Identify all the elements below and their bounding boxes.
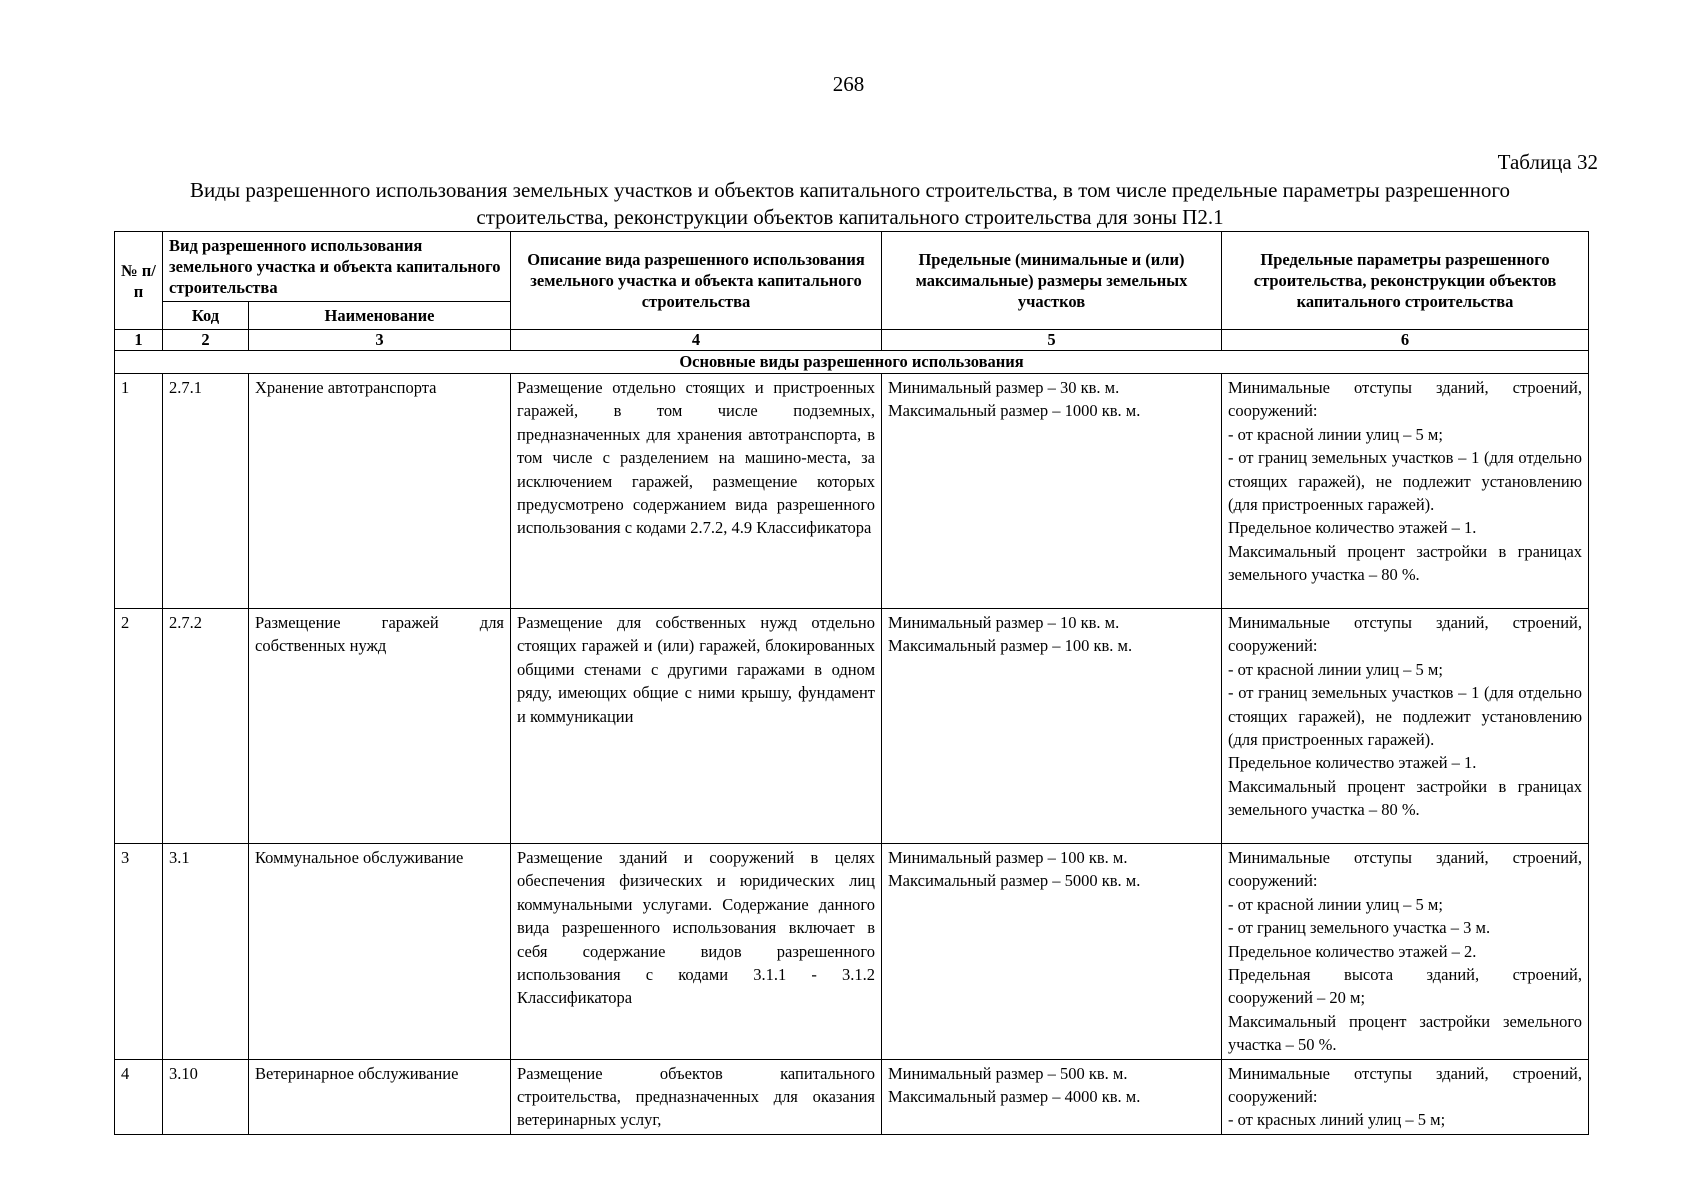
max-size: Максимальный размер – 1000 кв. м. xyxy=(888,401,1141,421)
section-title: Основные виды разрешенного использования xyxy=(115,351,1589,374)
min-size: Минимальный размер – 10 кв. м. xyxy=(888,613,1120,632)
row-num: 2 xyxy=(115,609,163,844)
param-line: Максимальный процент застройки в границах земельного участка – 80 %. xyxy=(1228,541,1583,585)
page-number: 268 xyxy=(832,72,865,96)
column-number: 3 xyxy=(249,330,511,351)
header-name: Наименование xyxy=(249,302,511,330)
header-sizes: Предельные (минимальные и (или) максимальные) размеры земельных участков xyxy=(882,232,1222,330)
param-line: Максимальный процент застройки земельного участка – 50 %. xyxy=(1228,1011,1583,1055)
column-number: 1 xyxy=(115,330,163,351)
table-row xyxy=(115,1059,1589,1134)
param-line: - от красной линии улиц – 5 м; xyxy=(1228,424,1443,444)
table-row xyxy=(115,374,1589,609)
row-params xyxy=(1222,844,1589,1060)
param-line: Минимальные отступы зданий, строений, сооружений: xyxy=(1228,1063,1583,1107)
row-name: Хранение автотранспорта xyxy=(249,374,511,609)
min-size: Минимальный размер – 500 кв. м. xyxy=(888,1063,1128,1083)
min-size: Минимальный размер – 30 кв. м. xyxy=(888,378,1120,397)
row-name: Ветеринарное обслуживание xyxy=(249,1059,511,1134)
table-row xyxy=(115,844,1589,1060)
param-line: Предельное количество этажей – 1. xyxy=(1228,753,1477,773)
row-num: 1 xyxy=(115,374,163,609)
param-line: Максимальный процент застройки в границах земельного участка – 80 %. xyxy=(1228,776,1583,820)
table-label: Таблица 32 xyxy=(1497,150,1598,174)
column-number: 6 xyxy=(1222,330,1589,351)
row-code: 3.1 xyxy=(163,844,249,1060)
row-params xyxy=(1222,374,1589,609)
param-line: - от красной линии улиц – 5 м; xyxy=(1228,894,1443,914)
param-line: Минимальные отступы зданий, строений, сооружений: xyxy=(1228,613,1583,656)
row-code: 2.7.1 xyxy=(163,374,249,609)
param-line: - от красных линий улиц – 5 м; xyxy=(1228,1110,1446,1130)
land-use-table xyxy=(114,231,1589,1135)
header-description: Описание вида разрешенного использования земельного участка и объекта капитального строительства xyxy=(511,232,882,330)
table-row xyxy=(115,609,1589,844)
param-line: Минимальные отступы зданий, строений, сооружений: xyxy=(1228,378,1583,421)
header-land-use-group: Вид разрешенного использования земельного участка и объекта капитального строительства xyxy=(163,232,511,302)
row-code: 3.10 xyxy=(163,1059,249,1134)
row-params xyxy=(1222,609,1589,844)
min-size: Минимальный размер – 100 кв. м. xyxy=(888,848,1128,867)
row-description: Размещение зданий и сооружений в целях обеспечения физических и юридических лиц коммунальными услугами. Содержание данного вида разрешенного использования включает в себя содержание видов разрешенного использования с кодами 3.1.1 - 3.1.2 Классификатора xyxy=(511,844,882,1060)
row-description: Размещение отдельно стоящих и пристроенных гаражей, в том числе подземных, предназначенных для хранения автотранспорта, в том числе с разделением на машино-места, за исключением гаражей, размещение которых предусмотрено содержанием вида разрешенного использования с кодами 2.7.2, 4.9 Классификатора xyxy=(511,374,882,609)
row-description: Размещение для собственных нужд отдельно стоящих гаражей и (или) гаражей, блокированных общими стенами с другими гаражами в одном ряду, имеющих общие с ними крышу, фундамент и коммуникации xyxy=(511,609,882,844)
row-sizes xyxy=(882,844,1222,1060)
param-line: - от границ земельного участка – 3 м. xyxy=(1228,918,1491,938)
param-line: Предельное количество этажей – 1. xyxy=(1228,518,1477,538)
max-size: Максимальный размер – 100 кв. м. xyxy=(888,636,1133,656)
param-line: - от границ земельных участков – 1 (для отдельно стоящих гаражей), не подлежит установлению (для пристроенных гаражей). xyxy=(1228,683,1583,750)
row-sizes xyxy=(882,1059,1222,1134)
row-name: Размещение гаражей для собственных нужд xyxy=(249,609,511,844)
row-params xyxy=(1222,1059,1589,1134)
max-size: Максимальный размер – 5000 кв. м. xyxy=(888,871,1141,891)
header-params: Предельные параметры разрешенного строительства, реконструкции объектов капитального строительства xyxy=(1222,232,1589,330)
row-sizes xyxy=(882,609,1222,844)
max-size: Максимальный размер – 4000 кв. м. xyxy=(888,1087,1141,1107)
section-row xyxy=(115,351,1589,374)
param-line: Предельная высота зданий, строений, сооружений – 20 м; xyxy=(1228,965,1583,1008)
row-num: 4 xyxy=(115,1059,163,1134)
header-num: № п/п xyxy=(115,232,163,330)
row-num: 3 xyxy=(115,844,163,1060)
param-line: Предельное количество этажей – 2. xyxy=(1228,941,1477,961)
header-code: Код xyxy=(163,302,249,330)
row-sizes xyxy=(882,374,1222,609)
row-name: Коммунальное обслуживание xyxy=(249,844,511,1060)
row-description: Размещение объектов капитального строительства, предназначенных для оказания ветеринарных услуг, xyxy=(511,1059,882,1134)
param-line: - от границ земельных участков – 1 (для отдельно стоящих гаражей), не подлежит установлению (для пристроенных гаражей). xyxy=(1228,448,1583,515)
column-number: 2 xyxy=(163,330,249,351)
column-number: 4 xyxy=(511,330,882,351)
column-number: 5 xyxy=(882,330,1222,351)
param-line: - от красной линии улиц – 5 м; xyxy=(1228,659,1443,679)
column-number-row xyxy=(115,330,1589,351)
param-line: Минимальные отступы зданий, строений, сооружений: xyxy=(1228,848,1583,891)
row-code: 2.7.2 xyxy=(163,609,249,844)
table-title: Виды разрешенного использования земельных участков и объектов капитального строительства, в том числе предельные параметры разрешенного строительства, реконструкции объектов капитального строительства для зоны П2.1 xyxy=(190,178,1510,229)
